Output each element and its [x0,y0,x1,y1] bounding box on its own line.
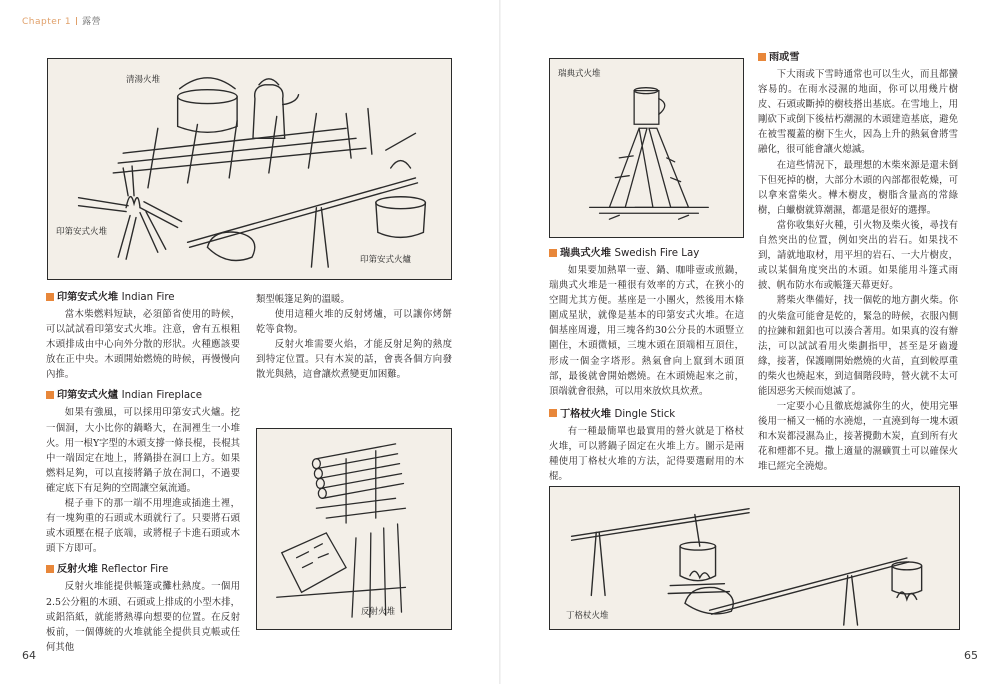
running-head [22,14,101,27]
chapter-title: 露營 [82,17,102,27]
right-page [500,0,1000,684]
section-heading-swedish-fire-lay: 瑞典式火堆 Swedish Fire Lay [549,246,744,261]
right-column-1 [549,246,744,484]
section-heading-indian-fireplace: 印第安式火爐 Indian Fireplace [46,388,240,403]
indian-fires-illustration [48,59,451,279]
chapter-label: Chapter 1 [22,17,72,27]
figure-reflector-fire [256,428,452,630]
figure-caption: 丁格杖火堆 [566,611,609,621]
paragraph: 當木柴燃料短缺，必須節省使用的時候，可以試試看印第安式火堆。注意，會有五根粗木頭排成由中心向外分散的形狀。火種應該要放在正中央。木頭開始燃燒的時候，再慢慢向內推。 [46,309,240,381]
paragraph: 當你收集好火種，引火物及柴火後，尋找有自然突出的位置，例如突出的岩石。如果找不到，請就地取材，用平坦的岩石、一大片樹皮，或以某個角度突出的木頭。如果能用斗篷式雨披、帆布防水布或帳篷天幕更好。 [758,219,958,292]
section-heading-dingle-stick: 丁格杖火堆 Dingle Stick [549,407,744,422]
figure-dingle-stick [549,486,960,630]
section-heading-rain-or-snow: 雨或雪 [758,50,958,65]
dingle-stick-illustration [550,487,959,629]
paragraph: 如果要加熱單一壺、鍋、咖啡壺或煎鍋，瑞典式火堆是一種很有效率的方式，在狹小的空間尤其方便。基座是一小團火，然後用木條圍成星狀，就像是基本的印第安式火堆。在這個基座周邊，用三塊各約30公分長的木頭豎立圍住，木頭微傾，三塊木頭在頂端相互頂住，形成一個金字塔形。熱氣會向上竄到木頭頂部，最後就會開始燃燒。在木頭燒起來之前，頂端就會很熱，可以用來放炊具炊煮。 [549,265,744,397]
reflector-fire-illustration [257,429,451,629]
paragraph: 反射火堆能提供帳篷或攤杜熱度。一個用2.5公分粗的木頭、石頭或上排成的小型木排，或鋁箔紙，就能將熱導向想要的位置。在反射板前，一個傳統的火堆就能全提供貝克帳或任何其他 [46,581,240,653]
left-column-1 [46,290,240,655]
left-column-2 [256,292,452,383]
figure-caption: 清湯火堆 [126,75,161,85]
paragraph: 反射火堆需要火焰，才能反射足夠的熱度到特定位置。只有木炭的話，會喪各個方向發散光與熱，這會讓炊煮變更加困難。 [256,339,452,381]
figure-caption: 印第安式火爐 [360,255,412,265]
section-heading-indian-fire: 印第安式火堆 Indian Fire [46,290,240,305]
figure-swedish-fire [549,58,744,238]
figure-indian-fires [47,58,452,280]
paragraph: 下大雨或下雪時通常也可以生火，而且都蠻容易的。在雨水浸濕的地面，你可以用幾片樹皮、石頭或斷掉的樹枝搭出基底。在雪地上，用剛砍下或倒下後枯朽潮濕的木頭建造基底，避免在被雪覆蓋的樹下生火，因為上升的熱氣會將雪融化，很可能會讓火熄滅。 [758,69,958,156]
page-number-left: 64 [22,649,36,662]
figure-caption: 瑞典式火堆 [558,69,601,79]
paragraph: 棍子垂下的那一端不用埋進或插進土裡，有一塊夠重的石頭或木頭就行了。只要將石頭或木頭壓在棍子底端，或將棍子卡進石頭或木頭下方即可。 [46,498,240,555]
paragraph: 使用這種火堆的反射烤爐，可以讓你烤餅乾等食物。 [256,309,452,336]
section-heading-reflector-fire: 反射火堆 Reflector Fire [46,562,240,577]
paragraph: 如果有強風，可以採用印第安式火爐。挖一個洞，大小比你的鍋略大，在洞裡生一小堆火。用一根Y字型的木頭支撐一條長棍，長棍其中一端固定在地上，將鍋掛在洞口上方。如果燃料足夠，可以直接將鍋子放在洞口，不過要確定底下有足夠的空間讓空氣流通。 [46,407,240,494]
paragraph: 一定要小心且徹底熄滅你生的火，使用完畢後用一桶又一桶的水澆熄，一直澆到每一塊木頭和木炭都浸濕為止，接著攪動木炭，直到所有火花和煙都不見。撒上適量的濕礦質土可以確保火堆已經完全澆熄。 [758,401,958,473]
figure-caption: 印第安式火堆 [56,227,108,237]
paragraph: 類型帳篷足夠的溫暖。 [256,294,350,305]
page-number-right: 65 [964,649,978,662]
paragraph: 在這些情況下，最理想的木柴來源是還未倒下但死掉的樹，大部分木頭的內部都很乾燥，可以拿來當柴火。樺木樹皮，樹脂含量高的常綠樹，白蠟樹就算潮濕，都還是很好的選擇。 [758,159,958,216]
figure-caption: 反射火堆 [361,607,396,617]
paragraph: 有一種最簡單也最實用的營火就是丁格杖火堆，可以將鍋子固定在火堆上方。圖示是兩種使用丁格杖火堆的方法，記得要選耐用的木棍。 [549,425,744,483]
swedish-fire-illustration [550,59,743,237]
right-column-2 [758,50,958,475]
paragraph: 將柴火準備好，找一個乾的地方劃火柴。你的火柴盒可能會是乾的，緊急的時候，衣服內側的拉鍊和鈕釦也可以湊合著用。如果真的沒有辦法，可以試試看用火柴劃指甲，甚至是牙齒邊緣，接著，保護剛開始燃燒的火苗，直到較厚重的柴火也燒起來，到這個階段時，營火就不太可能因惡劣天候而熄滅了。 [758,295,958,397]
